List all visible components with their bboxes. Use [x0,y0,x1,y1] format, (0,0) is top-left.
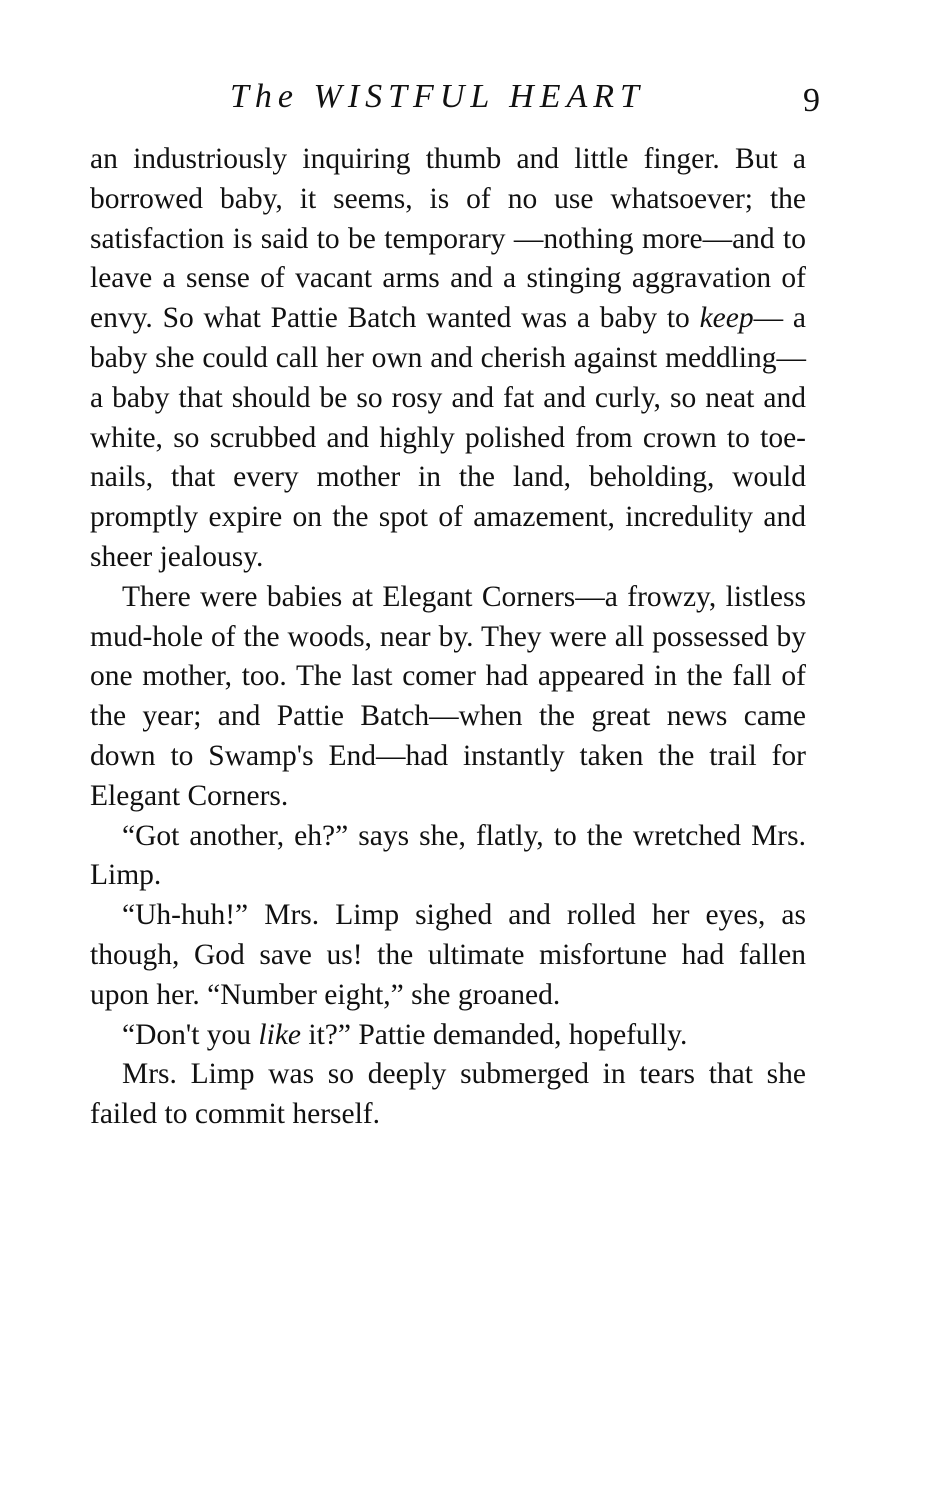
emphasis-like: like [258,1018,302,1051]
paragraph-5 [90,1016,806,1056]
paragraph-6: Mrs. Limp was so deeply submerged in tears that she failed to commit herself. [90,1058,806,1131]
paragraph-4: “Uh-huh!” Mrs. Limp sighed and rolled her eyes, as though, God save us! the ultimate misfortune had fallen upon her. “Number eight,” she groaned. [90,899,806,1011]
paragraph-1-text-a: an industriously inquiring thumb and little finger. But a borrowed baby, it seems, is of no use whatsoever; the satisfaction is said to be temporary —nothing more—and to leave a sense of vacant arms and a stinging aggravation of envy. So what Pattie Batch wanted was a baby to [90,143,806,335]
paragraph-1 [90,140,806,578]
paragraph-5-text-a: “Don't you [122,1018,259,1051]
paragraph-1-text-b: — a baby she could call her own and cherish against meddling—a baby that should be so rosy and fat and curly, so neat and white, so scrubbed and highly polished from crown to toe-nails, that every mother in the land, beholding, would promptly expire on the spot of amazement, incredulity and sheer jealousy. [90,302,807,573]
running-title: The WISTFUL HEART [230,78,645,115]
paragraph-2: There were babies at Elegant Corners—a frowzy, listless mud-hole of the woods, near by. They were all possessed by one mother, too. The last comer had appeared in the fall of the year; and Pattie Batch—when the great news came down to Swamp's End—had instantly taken the trail for Elegant Corners. [90,580,806,812]
paragraph-5-text-b: it?” Pattie demanded, hopefully. [301,1018,688,1051]
running-head [90,72,820,122]
paragraph-3: “Got another, eh?” says she, flatly, to the wretched Mrs. Limp. [90,819,806,892]
body-text [90,140,806,1135]
page-number: 9 [803,82,820,119]
emphasis-keep: keep [699,302,754,335]
